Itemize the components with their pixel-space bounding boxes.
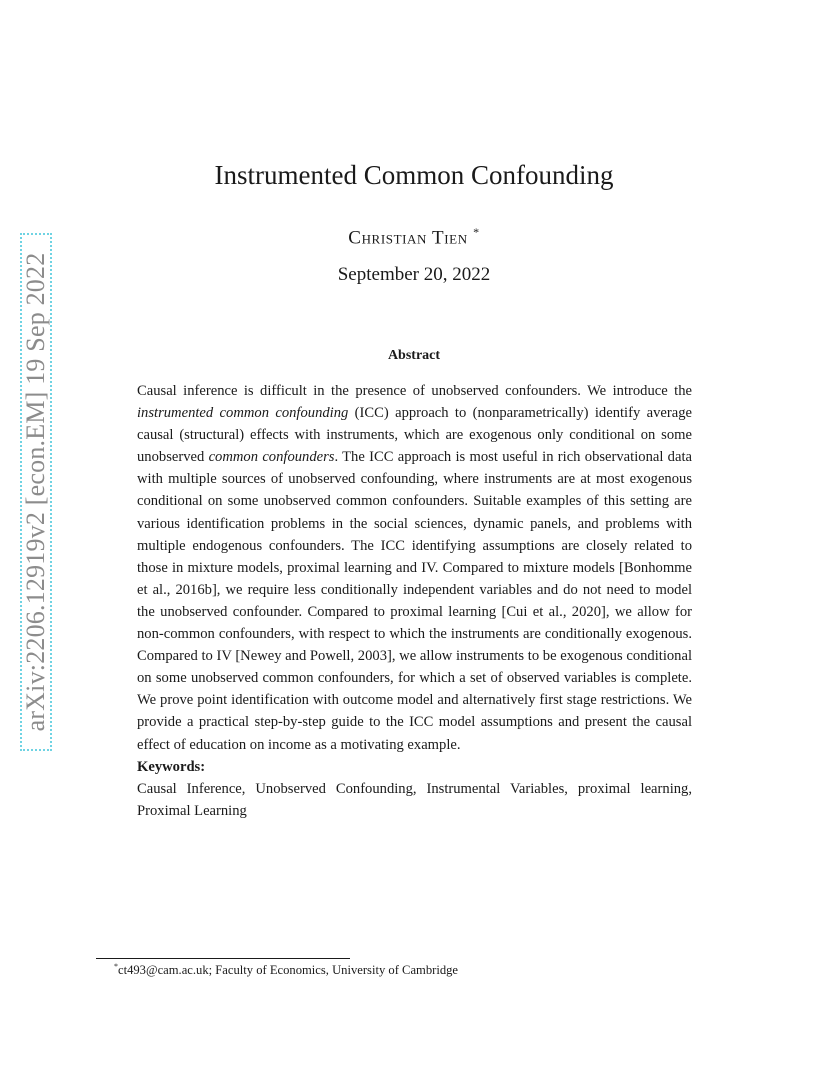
keywords-heading: Keywords: [137, 758, 206, 775]
abstract-emphasis-2: common confounders [208, 449, 335, 466]
abstract-emphasis-1: instrumented common confounding [137, 405, 349, 422]
author-name: Christian Tien [348, 227, 468, 249]
abstract-body [137, 380, 692, 822]
footnote-rule [96, 958, 350, 959]
abstract-heading: Abstract [387, 348, 441, 363]
abstract-text-2: (ICC) approach to (nonparametrically) identify average causal (structural) effects with instruments, which are exogenous only conditional on some unobserved [137, 405, 692, 466]
abstract-text-3: . The ICC approach is most useful in rich observational data with multiple sources of unobserved confounding, where instruments are at most exogenous conditional on some unobserved common confounders. Suitable examples of this setting are various identification problems in the social sciences, dynamic panels, and problems with multiple endogenous confounders. The ICC identifying assumptions are closely related to those in mixture models, proximal learning and IV. Compared to mixture models [Bonhomme et al., 2016b], we require less conditionally independent variables and do not need to model the unobserved confounder. Compared to proximal learning [Cui et al., 2020], we allow for non-common confounders, with respect to which the instruments are conditionally exogenous. Compared to IV [Newey and Powell, 2003], we allow instruments to be exogenous conditional on some unobserved common confounders, for which a set of observed variables is complete. We prove point identification with outcome model and alternatively first stage restrictions. We provide a practical step-by-step guide to the ICC model assumptions and present the causal effect of education on income as a motivating example. [137, 449, 692, 753]
arxiv-stamp-text[interactable]: arXiv:2206.12919v2 [econ.EM] 19 Sep 2022 [21, 252, 50, 732]
footnote-mark: * [114, 962, 118, 971]
keywords-list: Causal Inference, Unobserved Confounding, Instrumental Variables, proximal learning, Proximal Learning [137, 780, 692, 819]
paper-date: September 20, 2022 [337, 264, 491, 285]
footnote [114, 962, 458, 978]
abstract-paragraph [137, 380, 692, 756]
author-line [0, 225, 828, 249]
footnote-text: ct493@cam.ac.uk; Faculty of Economics, University of Cambridge [118, 963, 459, 978]
abstract-text-1: Causal inference is difficult in the presence of unobserved confounders. We introduce the [137, 383, 692, 399]
paper-title: Instrumented Common Confounding [214, 160, 614, 190]
author-footnote-mark: * [473, 225, 480, 239]
